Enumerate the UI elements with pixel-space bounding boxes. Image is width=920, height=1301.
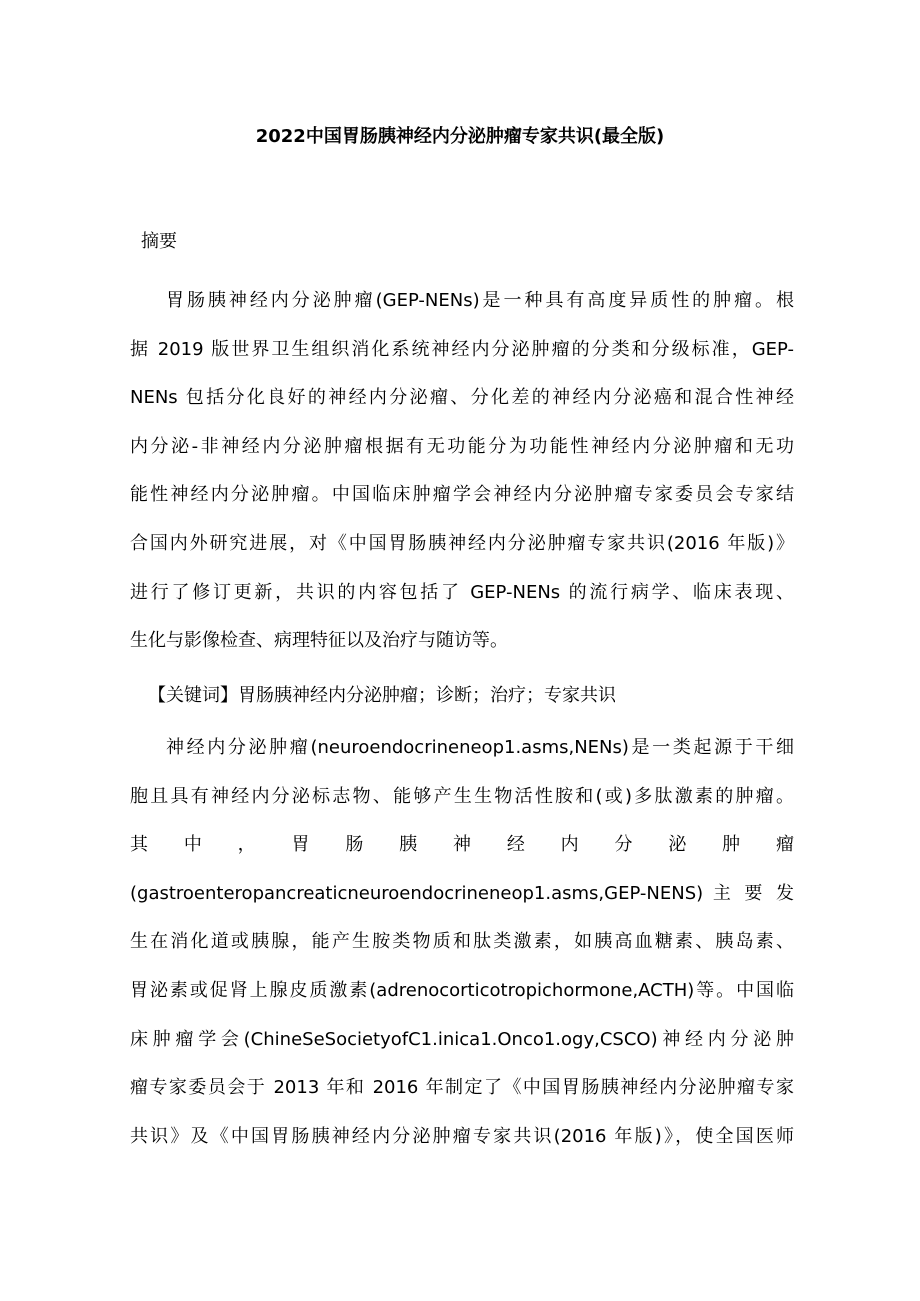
body-line: 神经内分泌肿瘤(neuroendocrineneop1.asms,NENs)是一类起源于干细	[166, 737, 794, 758]
abstract-line: NENs 包括分化良好的神经内分泌瘤、分化差的神经内分泌癌和混合性神经	[130, 387, 794, 409]
body-line: 共识》及《中国胃肠胰神经内分泌肿瘤专家共识(2016 年版)》，使全国医师	[130, 1125, 794, 1147]
abstract-paragraph	[130, 277, 794, 666]
body-line: 胞且具有神经内分泌标志物、能够产生生物活性胺和(或)多肽激素的肿瘤。	[130, 785, 794, 807]
abstract-line: 进行了修订更新，共识的内容包括了 GEP-NENs 的流行病学、临床表现、	[130, 581, 794, 603]
body-line: (gastroenteropancreaticneuroendocrineneop1.asms,GEP-NENS) 主 要 发	[130, 882, 794, 904]
body-paragraph	[130, 724, 794, 1161]
abstract-line: 能性神经内分泌肿瘤。中国临床肿瘤学会神经内分泌肿瘤专家委员会专家结	[130, 484, 794, 506]
abstract-line: 生化与影像检查、病理特征以及治疗与随访等。	[130, 630, 508, 652]
abstract-line: 合国内外研究进展，对《中国胃肠胰神经内分泌肿瘤专家共识(2016 年版)》	[130, 532, 794, 554]
body-line: 瘤专家委员会于 2013 年和 2016 年制定了《中国胃肠胰神经内分泌肿瘤专家	[130, 1077, 794, 1099]
document-title: 2022中国胃肠胰神经内分泌肿瘤专家共识(最全版)	[255, 126, 665, 147]
body-line: 胃泌素或促肾上腺皮质激素(adrenocorticotropichormone,ACTH)等。中国临	[130, 979, 794, 1001]
abstract-heading: 摘要	[141, 231, 177, 252]
abstract-line: 胃肠胰神经内分泌肿瘤(GEP-NENs)是一种具有高度异质性的肿瘤。根	[166, 290, 794, 311]
keywords-text: 【关键词】胃肠胰神经内分泌肿瘤；诊断；治疗；专家共识	[148, 685, 616, 706]
body-line: 其 中 ， 胃 肠 胰 神 经 内 分 泌 肿 瘤	[130, 834, 794, 856]
body-line: 生在消化道或胰腺，能产生胺类物质和肽类激素，如胰高血糖素、胰岛素、	[130, 931, 794, 953]
keywords-line	[130, 672, 794, 721]
body-line: 床肿瘤学会(ChineSeSocietyofC1.inica1.Onco1.ogy,CSCO)神经内分泌肿	[130, 1028, 794, 1050]
abstract-line: 据 2019 版世界卫生组织消化系统神经内分泌肿瘤的分类和分级标准，GEP-	[130, 338, 794, 360]
abstract-line: 内分泌-非神经内分泌肿瘤根据有无功能分为功能性神经内分泌肿瘤和无功	[130, 435, 794, 457]
